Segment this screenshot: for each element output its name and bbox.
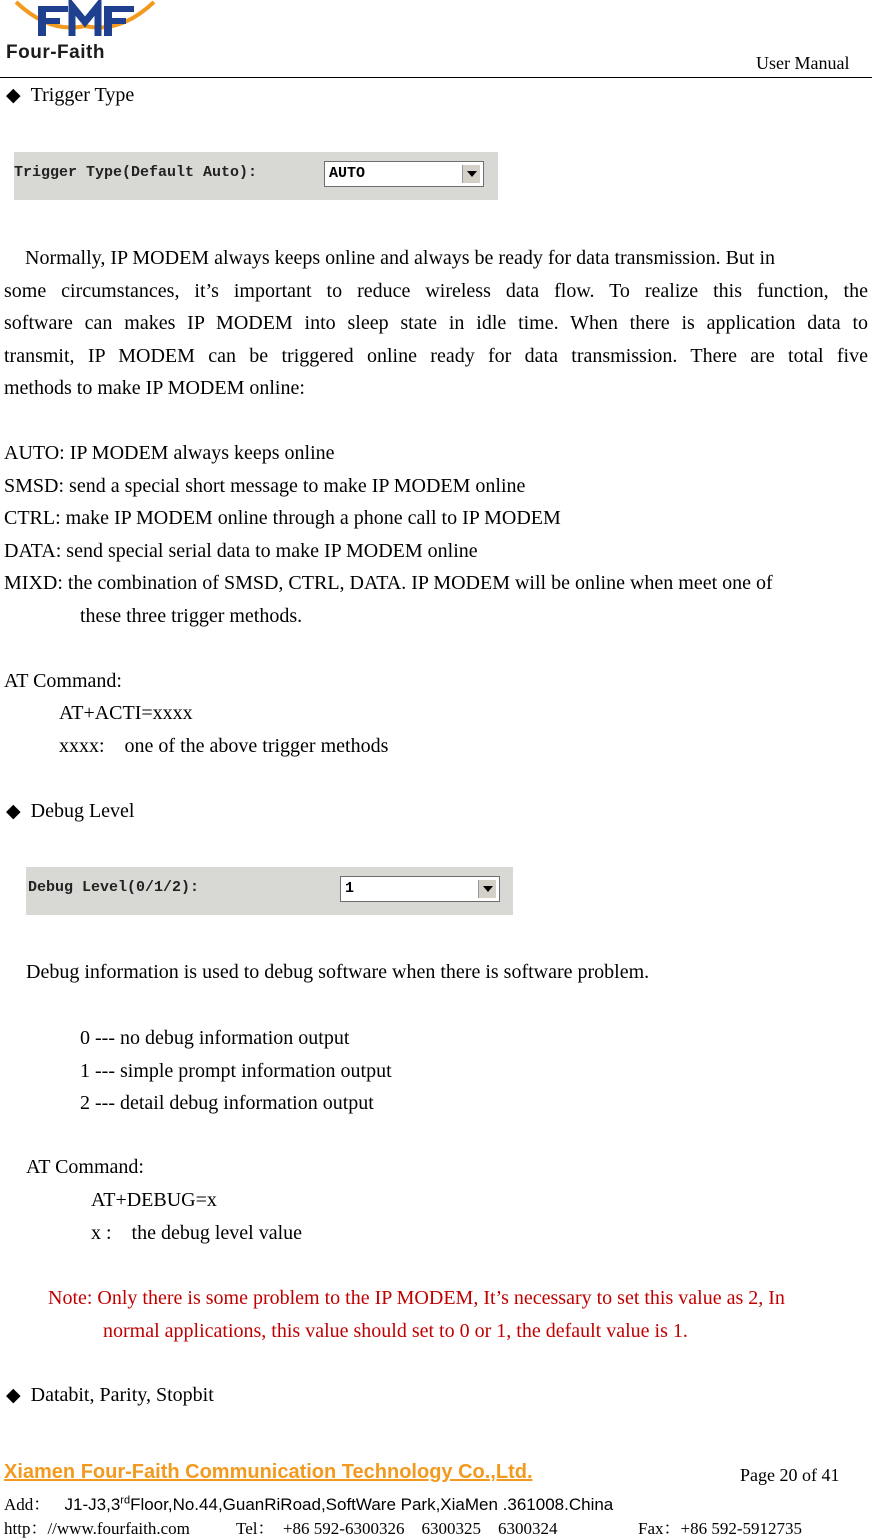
trigger-type-select[interactable] (324, 161, 484, 187)
trigger-modes-list (4, 437, 561, 567)
logo-text: Four-Faith (6, 42, 105, 63)
footer-web[interactable]: http：//www.fourfaith.com (4, 1519, 190, 1538)
mode-item-mixd-cont: these three trigger methods. (80, 605, 303, 627)
trigger-type-widget (14, 152, 498, 200)
debug-level-value: 1 (345, 880, 355, 897)
trigger-at-command: AT+ACTI=xxxx (59, 702, 193, 724)
level-item: 2 --- detail debug information output (80, 1092, 374, 1114)
diamond-bullet-icon: ◆ (6, 1385, 21, 1406)
debug-level-label: Debug Level(0/1/2): (28, 879, 200, 896)
para-line: software can makes IP MODEM into sleep state in idle time. When there is application data to (4, 312, 868, 334)
dropdown-arrow-icon[interactable] (478, 880, 496, 898)
mode-item: AUTO: IP MODEM always keeps online (4, 442, 335, 464)
company-name-link[interactable]: Xiamen Four-Faith Communication Technology Co.,Ltd. (4, 1461, 533, 1483)
para-line: some circumstances, it’s important to reduce wireless data flow. To realize this function, the (4, 279, 868, 302)
mode-item: SMSD: send a special short message to make IP MODEM online (4, 474, 526, 497)
debug-at-param: x : the debug level value (91, 1222, 303, 1244)
debug-level-widget (26, 867, 513, 915)
footer-tel: Tel： +86 592-6300326 6300325 6300324 (236, 1519, 558, 1538)
diamond-bullet-icon: ◆ (6, 85, 21, 106)
debug-note-line1: Note: Only there is some problem to the IP MODEM, It’s necessary to set this value as 2, In (48, 1287, 785, 1309)
footer-fax: Fax：+86 592-5912735 (638, 1519, 802, 1538)
page-number: Page 20 of 41 (740, 1465, 840, 1485)
debug-level-select[interactable] (340, 876, 500, 902)
mode-item-mixd: MIXD: the combination of SMSD, CTRL, DATA. IP MODEM will be online when meet one of (4, 572, 773, 594)
logo-mark-icon (10, 0, 160, 44)
address-label: Add： (4, 1495, 51, 1514)
debug-at-command: AT+DEBUG=x (91, 1189, 217, 1211)
debug-intro: Debug information is used to debug software when there is software problem. (26, 961, 650, 983)
debug-at-title: AT Command: (26, 1156, 144, 1178)
para-line: methods to make IP MODEM online: (4, 377, 305, 399)
dropdown-arrow-icon[interactable] (462, 165, 480, 183)
trigger-at-title: AT Command: (4, 670, 122, 692)
level-item: 0 --- no debug information output (80, 1027, 350, 1049)
address-text: J1-J3,3rdFloor,No.44,GuanRiRoad,SoftWare Park,XiaMen .361008.China (64, 1494, 614, 1514)
trigger-heading: ◆ Trigger Type (6, 84, 135, 106)
para-line: transmit, IP MODEM can be triggered online ready for data transmission. There are total five (4, 344, 868, 367)
header-rule (0, 77, 872, 78)
manual-label: User Manual (756, 53, 850, 73)
debug-note-line2: normal applications, this value should set to 0 or 1, the default value is 1. (103, 1320, 688, 1342)
trigger-type-label: Trigger Type(Default Auto): (14, 164, 258, 181)
databit-heading: ◆ Databit, Parity, Stopbit (6, 1384, 214, 1406)
diamond-bullet-icon: ◆ (6, 801, 21, 822)
trigger-at-param: xxxx: one of the above trigger methods (59, 735, 389, 757)
para-line: Normally, IP MODEM always keeps online and always be ready for data transmission. But in (25, 247, 776, 269)
mode-item: DATA: send special serial data to make IP MODEM online (4, 539, 478, 562)
mode-item: CTRL: make IP MODEM online through a phone call to IP MODEM (4, 507, 561, 529)
trigger-description (4, 242, 868, 405)
trigger-type-value: AUTO (329, 165, 366, 182)
level-item: 1 --- simple prompt information output (80, 1059, 392, 1082)
debug-levels-list (80, 1022, 392, 1120)
debug-heading: ◆ Debug Level (6, 800, 135, 822)
footer-address (4, 1490, 613, 1515)
